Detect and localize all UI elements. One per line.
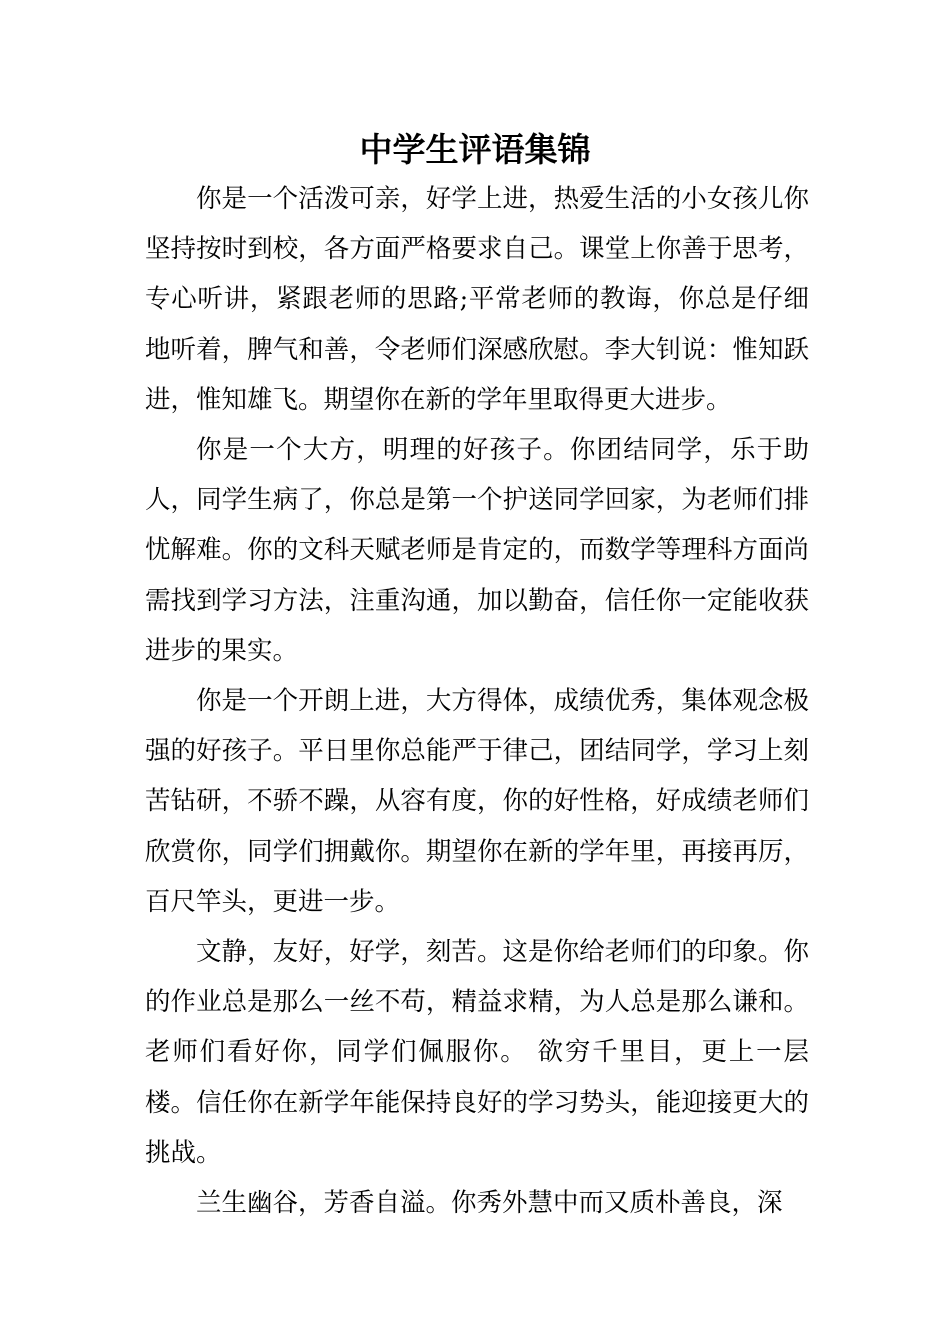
paragraph-1: 你是一个活泼可亲，好学上进，热爱生活的小女孩儿你坚持按时到校，各方面严格要求自己。课堂上你善于思考，专心听讲，紧跟老师的思路;平常老师的教诲，你总是仔细地听着，脾气和善，令老师们深感欣慰。李大钊说：惟知跃进，惟知雄飞。期望你在新的学年里取得更大进步。 <box>145 184 809 415</box>
document-title: 中学生评语集锦 <box>359 130 591 169</box>
document-body <box>145 174 809 1228</box>
paragraph-2: 你是一个大方，明理的好孩子。你团结同学，乐于助人，同学生病了，你总是第一个护送同学回家，为老师们排忧解难。你的文科天赋老师是肯定的，而数学等理科方面尚需找到学习方法，注重沟通，加以勤奋，信任你一定能收获进步的果实。 <box>145 435 809 666</box>
paragraph-5: 兰生幽谷，芳香自溢。你秀外慧中而又质朴善良，深 <box>196 1188 783 1219</box>
paragraph-3: 你是一个开朗上进，大方得体，成绩优秀，集体观念极强的好孩子。平日里你总能严于律己，团结同学，学习上刻苦钻研，不骄不躁，从容有度，你的好性格，好成绩老师们欣赏你，同学们拥戴你。期望你在新的学年里，再接再厉，百尺竿头，更进一步。 <box>145 686 809 917</box>
paragraph-4: 文静，友好，好学，刻苦。这是你给老师们的印象。你的作业总是那么一丝不苟，精益求精，为人总是那么谦和。老师们看好你，同学们佩服你。 欲穷千里目，更上一层楼。信任你在新学年能保持良好的学习势头，能迎接更大的挑战。 <box>145 937 809 1168</box>
